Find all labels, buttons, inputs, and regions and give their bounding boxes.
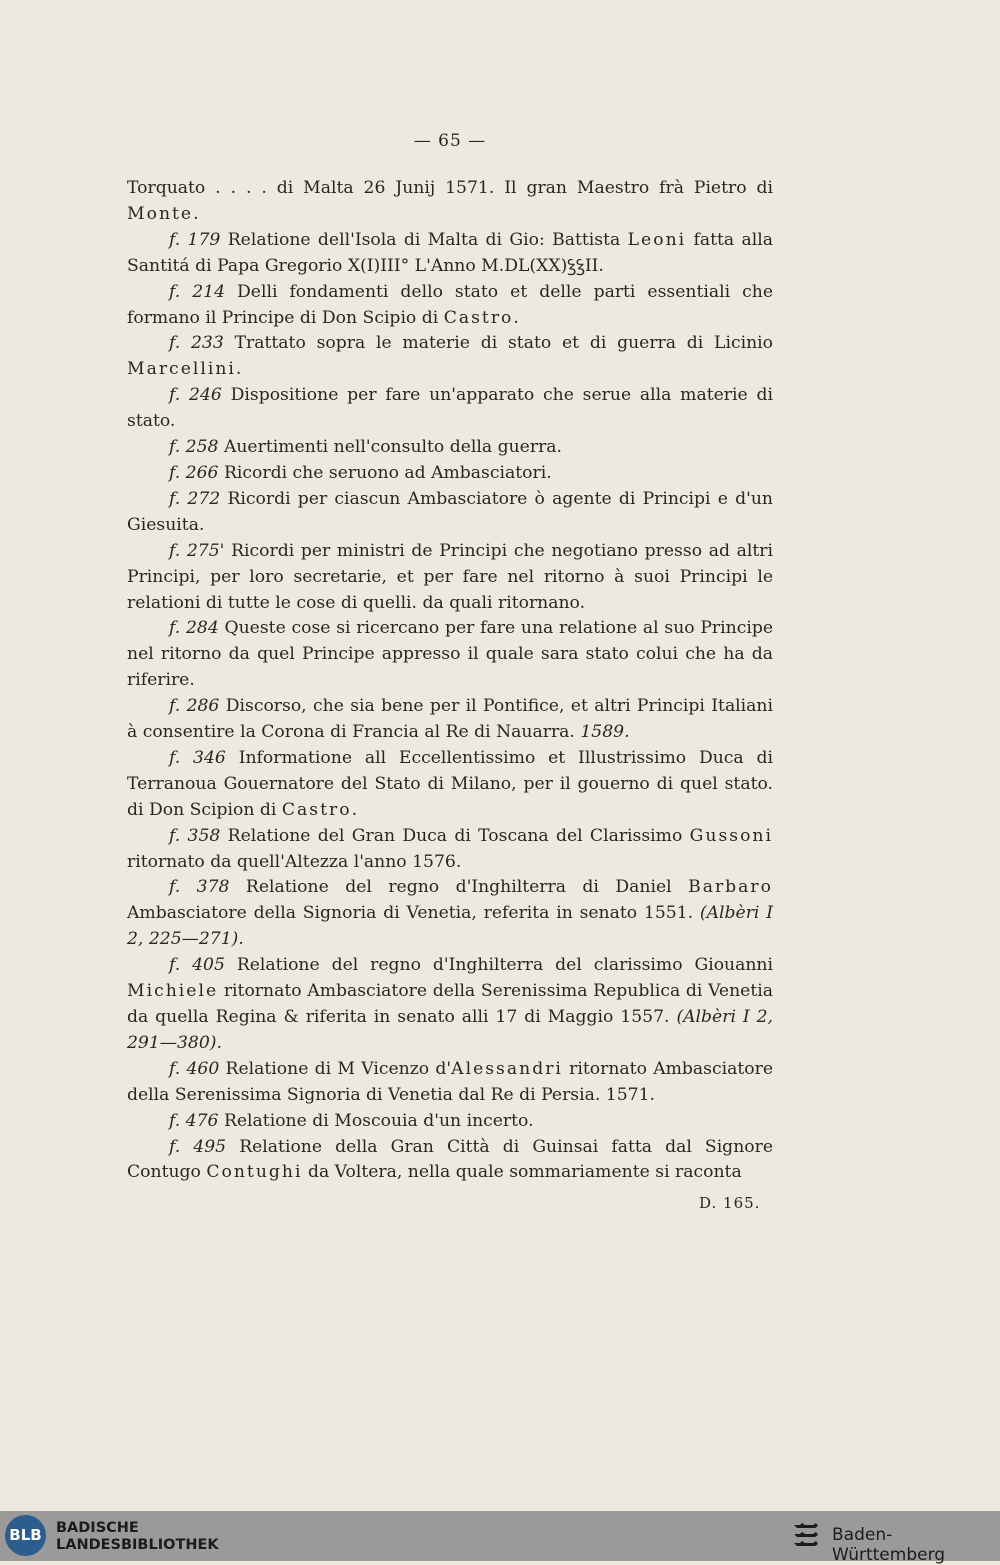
- spaced-name: Castro: [281, 799, 352, 820]
- entry-text: Relatione del Gran Duca di Toscana del Clarissimo: [220, 825, 690, 846]
- folio-reference: f. 495: [169, 1136, 227, 1157]
- entry-text: Relatione di Moscouia d'un incerto.: [218, 1110, 534, 1131]
- entry-text: Informatione all Eccellentissimo et Illustrissimo Duca di Terranoua Gouernatore del Stato di Milano, per il gouerno di quel stato. di Don Scipion di: [127, 747, 774, 820]
- catalogue-entry: [127, 383, 773, 435]
- entry-text: .: [235, 359, 242, 380]
- library-name: [56, 1520, 219, 1554]
- citation: (Albèri I 2, 225—271).: [127, 903, 773, 950]
- folio-reference: f. 275': [169, 540, 225, 561]
- citation: 1589.: [580, 722, 630, 743]
- spaced-name: Alessandri: [451, 1058, 563, 1079]
- signature-mark: D. 165.: [699, 1194, 761, 1212]
- catalogue-entry: [127, 824, 773, 876]
- catalogue-entry: [127, 280, 773, 332]
- catalogue-entry: [127, 331, 773, 383]
- catalogue-entry: [127, 539, 773, 617]
- entry-text: ritornato Ambasciatore della Serenissima Republica di Venetia da quella Regina & riferita in senato alli 17 di Maggio 1557.: [127, 981, 773, 1027]
- folio-reference: f. 346: [169, 747, 226, 768]
- catalogue-entry: [127, 228, 773, 280]
- entry-text: Ricordi per ministri de Principi che negotiano presso ad altri Principi, per loro secretarie, et per fare nel ritorno à suoi Principi le relationi di tutte le cose di quelli. da quali ritornano.: [127, 540, 773, 613]
- spaced-name: Leoni: [627, 229, 687, 250]
- entry-text: da Voltera, nella quale sommariamente si raconta: [302, 1162, 742, 1183]
- entry-text: Torquato . . . . di Malta 26 Junij 1571. Il gran Maestro frà Pietro di: [127, 178, 773, 198]
- catalogue-text: [127, 176, 773, 1186]
- citation: (Albèri I 2, 291—380).: [127, 1007, 773, 1053]
- folio-reference: f. 476: [169, 1110, 219, 1131]
- catalogue-entry: [127, 694, 773, 746]
- spaced-name: Gussoni: [689, 825, 773, 846]
- spaced-name: Barbaro: [688, 877, 773, 898]
- folio-reference: f. 179: [169, 229, 221, 250]
- catalogue-entry: [127, 487, 773, 539]
- footer-bar: [0, 1511, 1000, 1565]
- folio-reference: f. 266: [169, 462, 219, 483]
- entry-text: ritornato Ambasciatore della Serenissima Signoria di Venetia dal Re di Persia. 1571.: [127, 1058, 773, 1105]
- folio-reference: f. 460: [169, 1058, 220, 1079]
- entry-text: ritornato da quell'Altezza l'anno 1576.: [127, 851, 462, 872]
- spaced-name: Monte: [127, 203, 194, 224]
- spaced-name: Marcellini: [127, 359, 236, 380]
- catalogue-entry: [127, 176, 773, 228]
- folio-reference: f. 405: [169, 955, 225, 976]
- entry-text: Discorso, che sia bene per il Pontifice, et altri Principi Italiani à consentire la Corona di Francia al Re di Nauarra.: [127, 696, 773, 743]
- spaced-name: Contughi: [206, 1162, 303, 1183]
- entry-text: .: [351, 799, 358, 820]
- entry-text: Ricordi per ciascun Ambasciatore ò agente di Principi e d'un Giesuita.: [127, 488, 773, 535]
- entry-text: Relatione del regno d'Inghilterra di Daniel: [229, 877, 689, 898]
- state-name[interactable]: Baden-Württemberg: [832, 1525, 946, 1565]
- catalogue-entry: [127, 1135, 773, 1187]
- folio-reference: f. 358: [169, 825, 221, 846]
- catalogue-entry: [127, 875, 773, 953]
- blb-logo[interactable]: BLB: [5, 1515, 46, 1556]
- spaced-name: Castro: [443, 307, 514, 328]
- entry-text: Queste cose si ricercano per fare una relatione al suo Principe nel ritorno da quel Principe appresso il quale sara stato colui che ha da riferire.: [127, 618, 773, 691]
- library-name-line1: BADISCHE: [56, 1520, 139, 1536]
- folio-reference: f. 214: [169, 281, 226, 302]
- catalogue-entry: [127, 1109, 773, 1135]
- catalogue-entry: [127, 461, 773, 487]
- entry-text: Auertimenti nell'consulto della guerra.: [218, 437, 562, 458]
- entry-text: Ricordi che seruono ad Ambasciatori.: [218, 462, 552, 483]
- catalogue-entry: [127, 953, 773, 1057]
- page-number: — 65 —: [413, 131, 487, 151]
- spaced-name: Michiele: [127, 981, 219, 1002]
- library-name-line2: LANDESBIBLIOTHEK: [56, 1537, 219, 1553]
- entry-text: Relatione del regno d'Inghilterra del clarissimo Giouanni: [224, 955, 774, 976]
- folio-reference: f. 286: [169, 696, 220, 717]
- catalogue-entry: [127, 616, 773, 694]
- catalogue-entry: [127, 1057, 773, 1109]
- baden-wuerttemberg-lions-icon: [790, 1520, 822, 1552]
- folio-reference: f. 233: [169, 333, 224, 354]
- folio-reference: f. 284: [169, 618, 219, 639]
- folio-reference: f. 258: [169, 437, 219, 458]
- catalogue-entry: [127, 435, 773, 461]
- entry-text: Relatione di M Vicenzo d': [219, 1058, 452, 1079]
- entry-text: Relatione della Gran Città di Guinsai fatta dal Signore Contugo: [127, 1136, 773, 1183]
- folio-reference: f. 272: [169, 488, 221, 509]
- entry-text: Delli fondamenti dello stato et delle parti essentiali che formano il Principe di Don Scipio di: [127, 281, 773, 328]
- catalogue-entry: [127, 746, 773, 824]
- entry-text: Ambasciatore della Signoria di Venetia, referita in senato 1551.: [127, 903, 700, 924]
- folio-reference: f. 246: [169, 385, 222, 406]
- entry-text: .: [513, 307, 519, 328]
- entry-text: Relatione dell'Isola di Malta di Gio: Battista: [220, 229, 628, 250]
- entry-text: Dispositione per fare un'apparato che serue alla materie di stato.: [127, 385, 773, 432]
- entry-text: fatta alla Santitá di Papa Gregorio X(I)III° L'Anno M.DL(XX)ꝣꝣII.: [127, 229, 773, 276]
- entry-text: .: [193, 203, 199, 224]
- entry-text: Trattato sopra le materie di stato et di guerra di Licinio: [223, 333, 774, 354]
- folio-reference: f. 378: [169, 877, 230, 898]
